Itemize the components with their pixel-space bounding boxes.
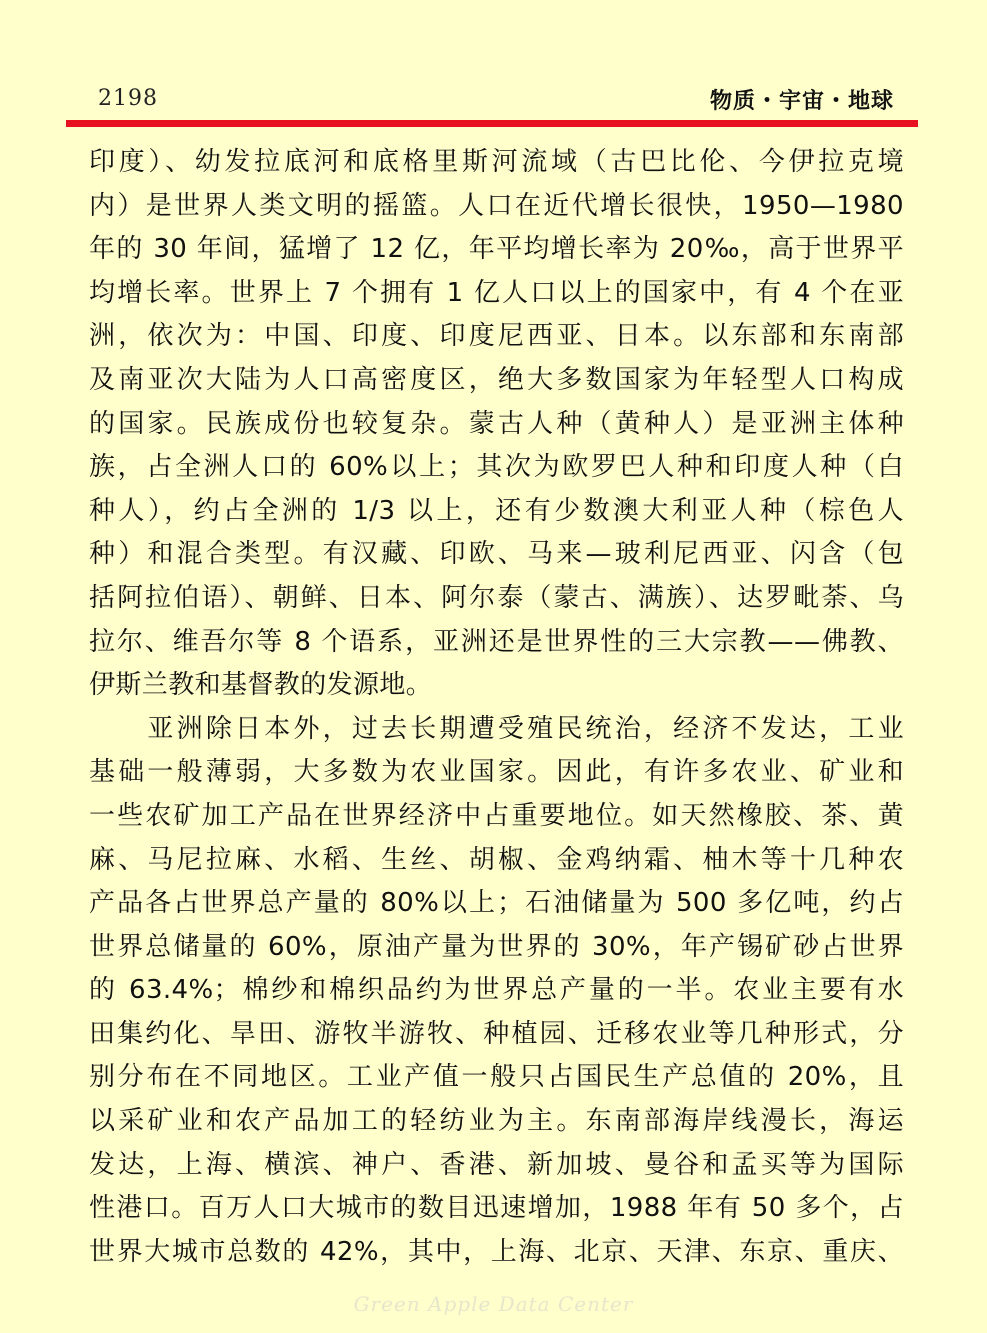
text-line: 世界总储量的 60%，原油产量为世界的 30%，年产锡矿砂占世界 [89,931,904,962]
watermark: Green Apple Data Center [353,1292,634,1316]
page-number: 2198 [98,86,158,111]
text-line: 世界大城市总数的 42%，其中，上海、北京、天津、东京、重庆、 [89,1236,904,1267]
text-line: 别分布在不同地区。工业产值一般只占国民生产总值的 20%，且 [89,1062,904,1093]
text-line: 伊斯兰教和基督教的发源地。 [89,670,433,701]
text-line: 拉尔、维吾尔等 8 个语系，亚洲还是世界性的三大宗教——佛教、 [89,626,904,657]
text-line: 的 63.4%；棉纱和棉织品约为世界总产量的一半。农业主要有水 [89,975,904,1006]
text-line: 发达，上海、横滨、神户、香港、新加坡、曼谷和孟买等为国际 [89,1149,904,1180]
text-line: 一些农矿加工产品在世界经济中占重要地位。如天然橡胶、茶、黄 [89,800,904,831]
text-line: 内）是世界人类文明的摇篮。人口在近代增长很快，1950—1980 [89,190,904,221]
text-line: 田集约化、旱田、游牧半游牧、种植园、迁移农业等几种形式，分 [89,1018,904,1049]
text-line: 印度）、幼发拉底河和底格里斯河流域（古巴比伦、今伊拉克境 [89,147,904,177]
text-line: 以采矿业和农产品加工的轻纺业为主。东南部海岸线漫长，海运 [89,1106,904,1137]
text-line: 括阿拉伯语）、朝鲜、日本、阿尔泰（蒙古、满族）、达罗毗荼、乌 [89,582,904,613]
text-line: 麻、马尼拉麻、水稻、生丝、胡椒、金鸡纳霜、柚木等十几种农 [89,844,904,875]
text-line: 及南亚次大陆为人口高密度区，绝大多数国家为年轻型人口构成 [89,364,904,395]
text-line: 的国家。民族成份也较复杂。蒙古人种（黄种人）是亚洲主体种 [89,408,904,439]
text-line: 亚洲除日本外，过去长期遭受殖民统治，经济不发达，工业 [89,713,904,744]
text-line: 基础一般薄弱，大多数为农业国家。因此，有许多农业、矿业和 [89,757,904,788]
running-title: 物质・宇宙・地球 [709,89,894,114]
text-line: 种）和混合类型。有汉藏、印欧、马来—玻利尼西亚、闪含（包 [89,539,904,570]
body-text [89,141,904,1274]
header-divider [66,120,918,127]
text-line: 洲，依次为：中国、印度、印度尼西亚、日本。以东部和东南部 [89,321,904,352]
text-line: 年的 30 年间，猛增了 12 亿，年平均增长率为 20‰，高于世界平 [89,234,904,265]
text-line: 族，占全洲人口的 60%以上；其次为欧罗巴人种和印度人种（白 [89,452,904,483]
text-line: 种人），约占全洲的 1/3 以上，还有少数澳大利亚人种（棕色人 [89,495,904,526]
text-line: 均增长率。世界上 7 个拥有 1 亿人口以上的国家中，有 4 个在亚 [89,277,904,308]
text-line: 产品各占世界总产量的 80%以上；石油储量为 500 多亿吨，约占 [89,888,904,919]
text-line: 性港口。百万人口大城市的数目迅速增加，1988 年有 50 多个，占 [89,1193,904,1224]
